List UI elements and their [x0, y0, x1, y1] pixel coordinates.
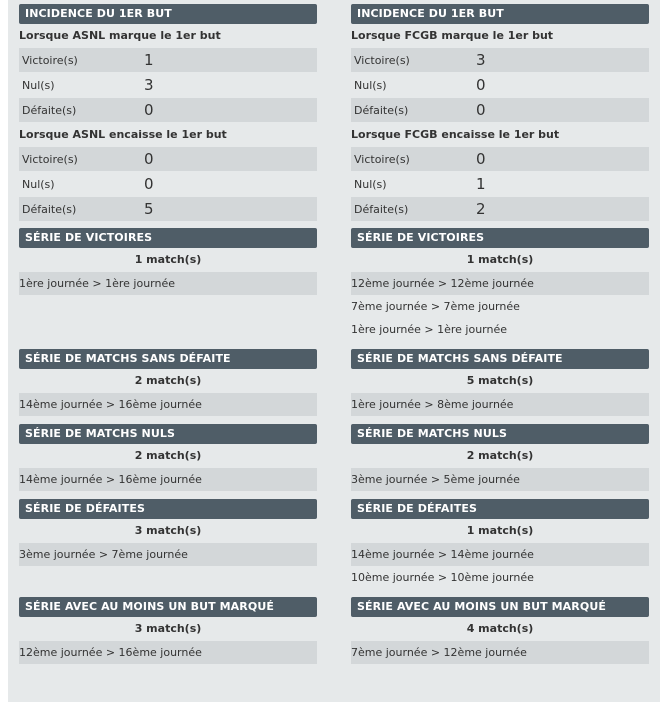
left-team-column [19, 4, 317, 664]
stat-value: 1 [144, 51, 154, 69]
stat-label: Victoire(s) [22, 152, 78, 166]
stat-value: 0 [144, 150, 154, 168]
streak-range: 14ème journée > 16ème journée [19, 468, 317, 491]
stat-label: Défaite(s) [22, 202, 77, 216]
stat-row [351, 197, 649, 221]
scores-first-label: Lorsque FCGB marque le 1er but [351, 29, 554, 42]
stat-row [351, 172, 649, 196]
stat-value: 5 [144, 200, 154, 218]
stat-value: 1 [476, 175, 486, 193]
scoring-streak-header: SÉRIE AVEC AU MOINS UN BUT MARQUÉ [19, 597, 317, 617]
streak-range: 3ème journée > 5ème journée [351, 468, 649, 491]
streak-range: 14ème journée > 14ème journée [351, 543, 649, 566]
streak-range: 10ème journée > 10ème journée [351, 571, 534, 584]
stat-value: 0 [476, 150, 486, 168]
streak-range: 7ème journée > 12ème journée [351, 641, 649, 664]
streak-range: 12ème journée > 12ème journée [351, 272, 649, 295]
stat-row [351, 48, 649, 72]
stat-label: Nul(s) [22, 78, 55, 92]
streak-count: 2 match(s) [466, 449, 534, 462]
streak-count: 1 match(s) [466, 253, 534, 266]
stat-value: 3 [144, 76, 154, 94]
streak-count: 1 match(s) [134, 253, 202, 266]
draw-streak-header: SÉRIE DE MATCHS NULS [351, 424, 649, 444]
stat-label: Victoire(s) [354, 53, 410, 67]
concedes-first-label: Lorsque FCGB encaisse le 1er but [351, 128, 560, 141]
streak-range: 14ème journée > 16ème journée [19, 393, 317, 416]
loss-streak-header: SÉRIE DE DÉFAITES [19, 499, 317, 519]
scoring-streak-header: SÉRIE AVEC AU MOINS UN BUT MARQUÉ [351, 597, 649, 617]
scores-first-label: Lorsque ASNL marque le 1er but [19, 29, 221, 42]
stat-value: 0 [144, 175, 154, 193]
stat-value: 0 [144, 101, 154, 119]
stat-value: 0 [476, 76, 486, 94]
stat-row [351, 98, 649, 122]
stat-value: 3 [476, 51, 486, 69]
streak-count: 2 match(s) [134, 374, 202, 387]
stat-row [19, 147, 317, 171]
streak-range: 12ème journée > 16ème journée [19, 641, 317, 664]
stat-row [19, 197, 317, 221]
win-streak-header: SÉRIE DE VICTOIRES [351, 228, 649, 248]
streak-count: 3 match(s) [134, 524, 202, 537]
loss-streak-header: SÉRIE DE DÉFAITES [351, 499, 649, 519]
unbeaten-streak-header: SÉRIE DE MATCHS SANS DÉFAITE [351, 349, 649, 369]
stat-label: Victoire(s) [354, 152, 410, 166]
streak-range: 3ème journée > 7ème journée [19, 543, 317, 566]
stat-row [19, 48, 317, 72]
streak-range: 1ère journée > 8ème journée [351, 393, 649, 416]
stat-label: Défaite(s) [22, 103, 77, 117]
streak-range: 1ère journée > 1ère journée [351, 323, 508, 336]
stat-label: Défaite(s) [354, 103, 409, 117]
stat-label: Nul(s) [354, 78, 387, 92]
stat-row [351, 73, 649, 97]
concedes-first-label: Lorsque ASNL encaisse le 1er but [19, 128, 227, 141]
incidence-header: INCIDENCE DU 1ER BUT [351, 4, 649, 24]
streak-count: 5 match(s) [466, 374, 534, 387]
stat-value: 2 [476, 200, 486, 218]
right-team-column [351, 4, 649, 664]
stat-label: Nul(s) [22, 177, 55, 191]
incidence-header: INCIDENCE DU 1ER BUT [19, 4, 317, 24]
streak-count: 4 match(s) [466, 622, 534, 635]
streak-count: 3 match(s) [134, 622, 202, 635]
streak-count: 2 match(s) [134, 449, 202, 462]
stat-value: 0 [476, 101, 486, 119]
streak-range: 7ème journée > 7ème journée [351, 300, 520, 313]
stat-label: Victoire(s) [22, 53, 78, 67]
streak-range: 1ère journée > 1ère journée [19, 272, 317, 295]
streak-count: 1 match(s) [466, 524, 534, 537]
win-streak-header: SÉRIE DE VICTOIRES [19, 228, 317, 248]
stat-row [351, 147, 649, 171]
stat-row [19, 73, 317, 97]
unbeaten-streak-header: SÉRIE DE MATCHS SANS DÉFAITE [19, 349, 317, 369]
stat-row [19, 98, 317, 122]
stat-label: Défaite(s) [354, 202, 409, 216]
draw-streak-header: SÉRIE DE MATCHS NULS [19, 424, 317, 444]
stat-label: Nul(s) [354, 177, 387, 191]
stats-panel [8, 0, 660, 702]
stat-row [19, 172, 317, 196]
